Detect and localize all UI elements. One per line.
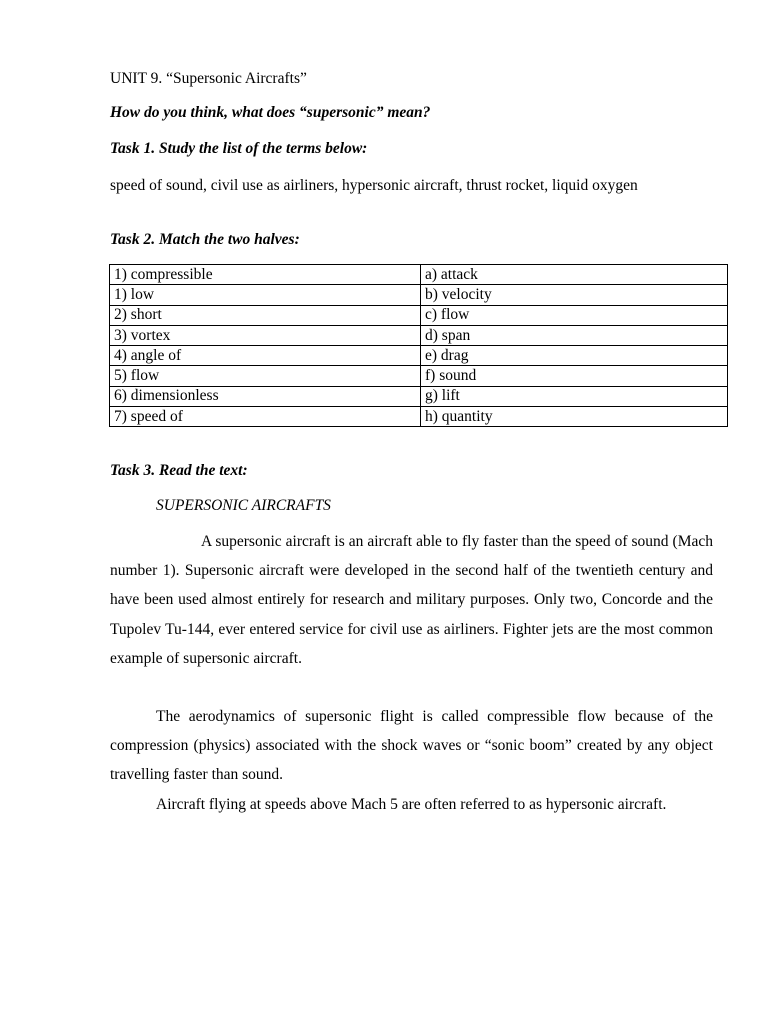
- table-row: [110, 285, 728, 305]
- left-half: 7) speed of: [110, 407, 421, 427]
- right-half: b) velocity: [421, 285, 728, 305]
- table-row: [110, 305, 728, 325]
- paragraph-text: A supersonic aircraft is an aircraft able to fly faster than the speed of sound (Mach number 1). Supersonic aircraft were developed in the second half of the twentieth century and have been used almost entirely for research and military purposes. Only two, Concorde and the Tupolev Tu-144, ever entered service for civil use as airliners. Fighter jets are the most common example of supersonic aircraft.: [110, 533, 713, 667]
- intro-question: How do you think, what does “supersonic” mean?: [110, 104, 431, 121]
- table-row: [110, 346, 728, 366]
- right-half: h) quantity: [421, 407, 728, 427]
- text-title: SUPERSONIC AIRCRAFTS: [156, 497, 331, 514]
- table-row: [110, 265, 728, 285]
- task2-heading: Task 2. Match the two halves:: [110, 231, 300, 248]
- left-half: 2) short: [110, 305, 421, 325]
- left-half: 6) dimensionless: [110, 386, 421, 406]
- right-half: a) attack: [421, 265, 728, 285]
- paragraph: [110, 527, 713, 673]
- right-half: f) sound: [421, 366, 728, 386]
- table-row: [110, 366, 728, 386]
- unit-title: UNIT 9. “Supersonic Aircrafts”: [110, 70, 307, 87]
- left-half: 1) low: [110, 285, 421, 305]
- right-half: e) drag: [421, 346, 728, 366]
- paragraph: [110, 702, 713, 790]
- left-half: 4) angle of: [110, 346, 421, 366]
- paragraph: [110, 790, 713, 819]
- left-half: 3) vortex: [110, 325, 421, 345]
- table-row: [110, 407, 728, 427]
- table-row: [110, 325, 728, 345]
- right-half: c) flow: [421, 305, 728, 325]
- matching-table: [109, 264, 728, 427]
- paragraph-text: Aircraft flying at speeds above Mach 5 are often referred to as hypersonic aircraft.: [156, 796, 667, 813]
- table-row: [110, 386, 728, 406]
- right-half: g) lift: [421, 386, 728, 406]
- left-half: 1) compressible: [110, 265, 421, 285]
- terms-list: speed of sound, civil use as airliners, hypersonic aircraft, thrust rocket, liquid oxygen: [110, 177, 638, 194]
- right-half: d) span: [421, 325, 728, 345]
- paragraph-text: The aerodynamics of supersonic flight is called compressible flow because of the compression (physics) associated with the shock waves or “sonic boom” created by any object travelling faster than sound.: [110, 708, 713, 784]
- task1-heading: Task 1. Study the list of the terms below:: [110, 140, 368, 157]
- task3-heading: Task 3. Read the text:: [110, 462, 248, 479]
- left-half: 5) flow: [110, 366, 421, 386]
